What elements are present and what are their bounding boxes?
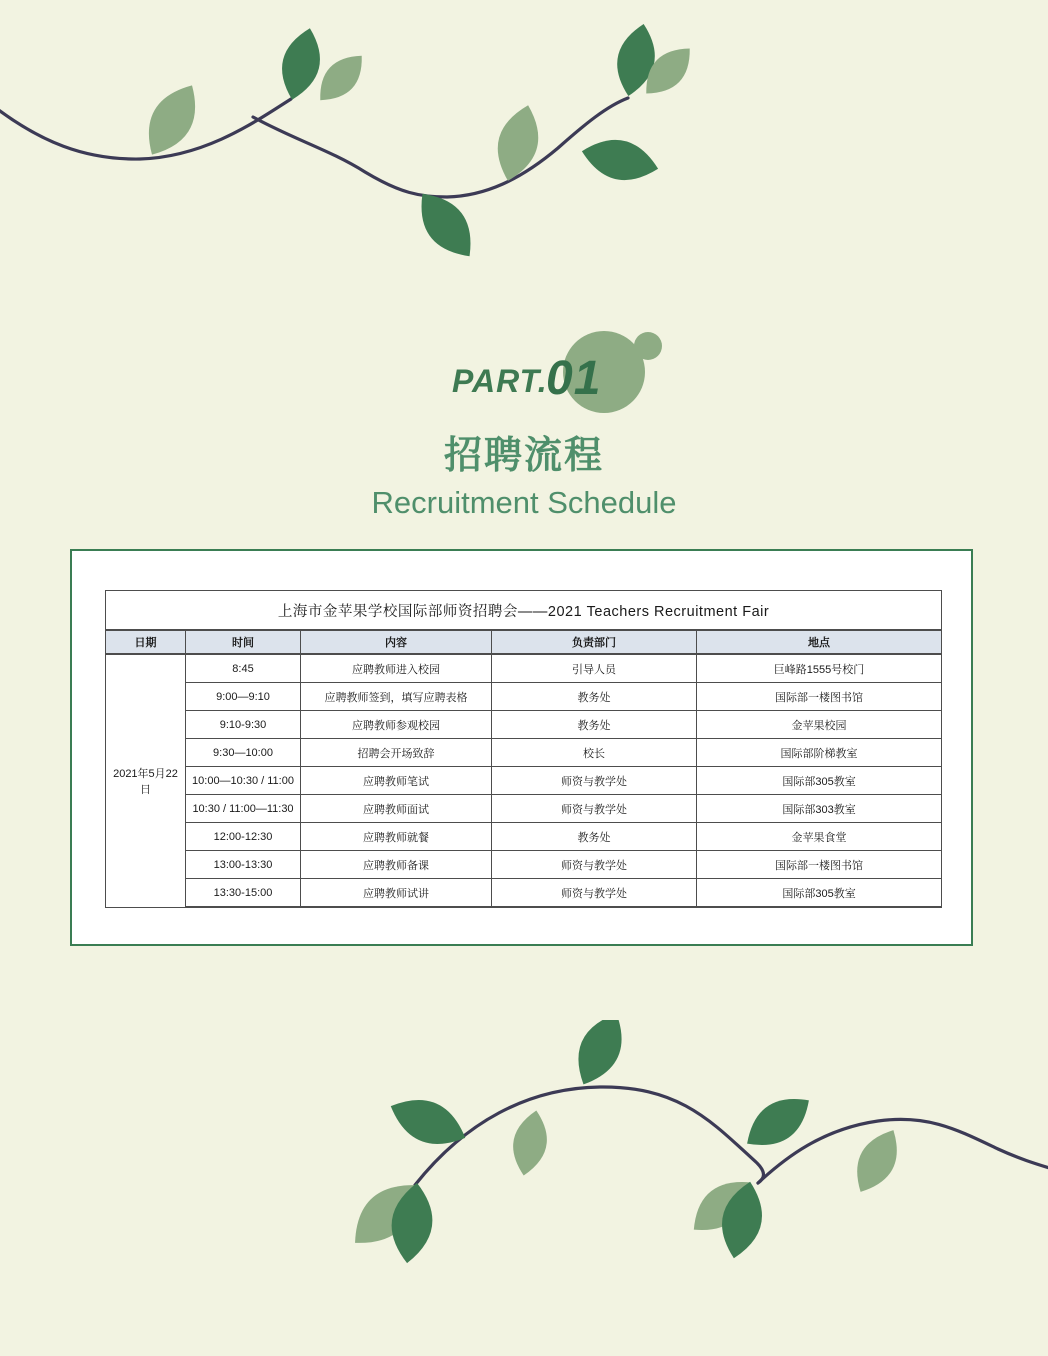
table-row	[106, 711, 942, 739]
content-cell: 应聘教师试讲	[301, 879, 492, 908]
time-cell: 10:00—10:30 / 11:00	[186, 767, 301, 795]
col-header-time: 时间	[186, 630, 301, 654]
content-cell: 应聘教师进入校园	[301, 654, 492, 683]
leaf-icons	[135, 20, 701, 268]
leaf-icons	[341, 1020, 909, 1266]
section-title-en: Recruitment Schedule	[371, 485, 677, 520]
table-row	[106, 683, 942, 711]
date-cell: 2021年5月22日	[106, 654, 186, 907]
time-cell: 13:30-15:00	[186, 879, 301, 908]
content-cell: 应聘教师就餐	[301, 823, 492, 851]
vine-top-decoration	[0, 0, 1048, 280]
location-cell: 金苹果校园	[697, 711, 942, 739]
dept-cell: 师资与教学处	[492, 879, 697, 908]
time-cell: 12:00-12:30	[186, 823, 301, 851]
dept-cell: 师资与教学处	[492, 795, 697, 823]
location-cell: 国际部一楼图书馆	[697, 683, 942, 711]
dept-cell: 教务处	[492, 711, 697, 739]
table-row	[106, 879, 942, 908]
section-title-zh: 招聘流程	[443, 435, 604, 477]
location-cell: 国际部303教室	[697, 795, 942, 823]
content-cell: 应聘教师参观校园	[301, 711, 492, 739]
vine-stem	[0, 98, 628, 197]
time-cell: 9:30—10:00	[186, 739, 301, 767]
dept-cell: 师资与教学处	[492, 851, 697, 879]
dept-cell: 引导人员	[492, 654, 697, 683]
dept-cell: 教务处	[492, 823, 697, 851]
location-cell: 金苹果食堂	[697, 823, 942, 851]
col-header-content: 内容	[301, 630, 492, 654]
part-badge-dot	[634, 332, 662, 360]
table-title-row	[106, 591, 942, 631]
table-title: 上海市金苹果学校国际部师资招聘会——2021 Teachers Recruitment Fair	[106, 591, 942, 631]
table-row	[106, 767, 942, 795]
dept-cell: 校长	[492, 739, 697, 767]
time-cell: 9:00—9:10	[186, 683, 301, 711]
table-row	[106, 795, 942, 823]
location-cell: 国际部305教室	[697, 879, 942, 908]
content-cell: 招聘会开场致辞	[301, 739, 492, 767]
schedule-table	[105, 590, 942, 908]
table-header-row	[106, 630, 942, 654]
content-cell: 应聘教师签到，填写应聘表格	[301, 683, 492, 711]
time-cell: 10:30 / 11:00—11:30	[186, 795, 301, 823]
content-cell: 应聘教师面试	[301, 795, 492, 823]
location-cell: 巨峰路1555号校门	[697, 654, 942, 683]
col-header-date: 日期	[106, 630, 186, 654]
time-cell: 8:45	[186, 654, 301, 683]
table-row	[106, 739, 942, 767]
location-cell: 国际部阶梯教室	[697, 739, 942, 767]
part-number: 01	[546, 352, 602, 405]
part-label: PART.	[452, 363, 548, 399]
time-cell: 9:10-9:30	[186, 711, 301, 739]
location-cell: 国际部一楼图书馆	[697, 851, 942, 879]
col-header-department: 负责部门	[492, 630, 697, 654]
dept-cell: 教务处	[492, 683, 697, 711]
location-cell: 国际部305教室	[697, 767, 942, 795]
col-header-location: 地点	[697, 630, 942, 654]
content-cell: 应聘教师笔试	[301, 767, 492, 795]
table-row	[106, 654, 942, 683]
content-cell: 应聘教师备课	[301, 851, 492, 879]
table-row	[106, 823, 942, 851]
dept-cell: 师资与教学处	[492, 767, 697, 795]
vine-stem	[415, 1087, 1048, 1185]
table-row	[106, 851, 942, 879]
time-cell: 13:00-13:30	[186, 851, 301, 879]
vine-bottom-decoration	[0, 1020, 1048, 1356]
